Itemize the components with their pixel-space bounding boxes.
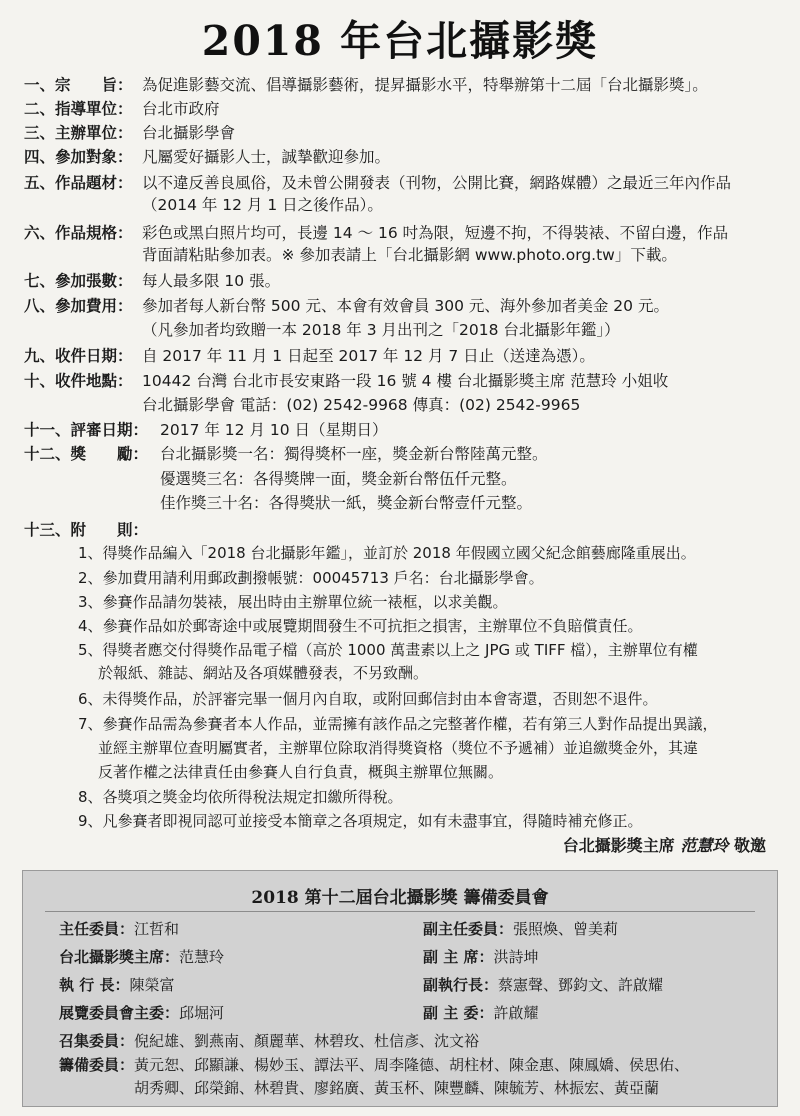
rule-text: 參賽作品需為參賽者本人作品，並需擁有該作品之完整著作權，若有第三人對作品提出異議， — [102, 715, 718, 733]
item-text: 參加者每人新台幣 500 元、本會有效會員 300 元、海外參加者美金 20 元。 — [142, 297, 669, 315]
rule-number: 5、 — [78, 641, 103, 659]
rule-number: 2、 — [78, 569, 103, 587]
item-text-cont: 優選獎三名：各得獎牌一面，獎金新台幣伍仟元整。 — [160, 470, 517, 488]
committee-members: 江哲和 — [134, 920, 180, 938]
rule-item — [78, 542, 696, 564]
signature — [563, 833, 766, 856]
item-label: 十三、附 則： — [24, 521, 149, 539]
committee-row — [423, 1002, 538, 1024]
committee-members: 黃元恕、邱顯謙、楊妙玉、譚法平、周李隆德、胡柱材、陳金惠、陳鳳嬌、侯思佑、 — [134, 1056, 690, 1074]
committee-role: 展覽委員會主委： — [59, 1004, 180, 1022]
rule-text: 得獎作品編入「2018 台北攝影年鑑」，並訂於 2018 年假國立國父紀念館藝廊隆重展出。 — [102, 544, 696, 562]
rule-text-cont: 於報紙、雜誌、網站及各項媒體發表，不另致酬。 — [98, 664, 429, 682]
item-label: 五、作品題材： — [24, 174, 133, 192]
rule-number: 7、 — [78, 715, 103, 733]
committee-members: 倪紀雄、劉燕南、顏麗華、林碧玫、杜信彥、沈文裕 — [134, 1032, 480, 1050]
committee-row — [423, 974, 663, 996]
item-label: 十、收件地點： — [24, 372, 133, 390]
item-label: 十一、評審日期： — [24, 421, 149, 439]
committee-members: 洪詩坤 — [493, 948, 539, 966]
item-text: 每人最多限 10 張。 — [142, 272, 281, 290]
committee-role: 執 行 長： — [59, 976, 130, 994]
item-text: 10442 台灣 台北市長安東路一段 16 號 4 樓 台北攝影獎主席 范慧玲 小姐收 — [142, 372, 669, 390]
item-text: 為促進影藝交流、倡導攝影藝術，提昇攝影水平，特舉辦第十二屆「台北攝影獎」。 — [142, 76, 708, 94]
rule-text-cont: 並經主辦單位查明屬實者，主辦單位除取消得獎資格（獎位不予遞補）並追繳獎金外，其違 — [98, 739, 699, 757]
committee-row — [59, 918, 179, 940]
signature-name: 范慧玲 — [680, 836, 729, 855]
rule-item — [78, 688, 658, 710]
committee-row — [59, 974, 174, 996]
committee-row — [423, 918, 618, 940]
committee-role: 副 主 委： — [423, 1004, 494, 1022]
committee-role: 副主任委員： — [423, 920, 514, 938]
rule-text: 各獎項之獎金均依所得稅法規定扣繳所得稅。 — [102, 788, 403, 806]
committee-members: 邱堀河 — [179, 1004, 225, 1022]
rule-number: 9、 — [78, 812, 103, 830]
committee-box — [22, 870, 778, 1107]
rule-item — [78, 639, 698, 661]
item-label: 六、作品規格： — [24, 224, 133, 242]
signature-suffix: 敬邀 — [733, 836, 766, 855]
divider — [45, 911, 755, 912]
item-text-cont: （2014 年 12 月 1 日之後作品）。 — [142, 196, 383, 214]
committee-title: 2018 第十二屆台北攝影獎 籌備委員會 — [251, 888, 549, 908]
rule-number: 6、 — [78, 690, 103, 708]
committee-role: 副 主 席： — [423, 948, 494, 966]
committee-row — [423, 946, 538, 968]
item-label: 七、參加張數： — [24, 272, 133, 290]
rule-item — [78, 567, 544, 589]
committee-members-cont: 胡秀卿、邱榮錦、林碧貴、廖銘廣、黃玉杯、陳豐麟、陳毓芳、林振宏、黃亞蘭 — [134, 1079, 660, 1097]
committee-row — [59, 1054, 689, 1076]
committee-role: 主任委員： — [59, 920, 135, 938]
committee-role: 召集委員： — [59, 1032, 135, 1050]
rule-text-cont: 反著作權之法律責任由參賽人自行負責，概與主辦單位無關。 — [98, 763, 504, 781]
rule-text: 得獎者應交付得獎作品電子檔（高於 1000 萬畫素以上之 JPG 或 TIFF 檔），主辦單位有權 — [102, 641, 698, 659]
item-label: 一、宗 旨： — [24, 76, 133, 94]
item-text: 台北市政府 — [142, 100, 220, 118]
rule-item — [78, 591, 508, 613]
rule-number: 1、 — [78, 544, 103, 562]
committee-row — [59, 1002, 224, 1024]
rule-text: 凡參賽者即視同認可並接受本簡章之各項規定，如有未盡事宜，得隨時補充修正。 — [102, 812, 643, 830]
signature-prefix: 台北攝影獎主席 — [562, 836, 675, 855]
committee-role: 副執行長： — [423, 976, 499, 994]
committee-members: 陳榮富 — [129, 976, 175, 994]
item-label: 三、主辦單位： — [24, 124, 133, 142]
committee-row — [59, 1030, 479, 1052]
item-text: 台北攝影獎一名：獨得獎杯一座，獎金新台幣陸萬元整。 — [160, 445, 548, 463]
rule-text: 未得獎作品，於評審完畢一個月內自取，或附回郵信封由本會寄還，否則恕不退件。 — [102, 690, 658, 708]
committee-members: 蔡憲聲、鄧鈞文、許啟耀 — [498, 976, 664, 994]
rule-item — [78, 786, 403, 808]
rule-number: 4、 — [78, 617, 103, 635]
rule-text: 參賽作品如於郵寄途中或展覽期間發生不可抗拒之損害，主辦單位不負賠償責任。 — [102, 617, 643, 635]
item-text: 2017 年 12 月 10 日（星期日） — [160, 421, 388, 439]
committee-role: 台北攝影獎主席： — [59, 948, 180, 966]
rule-item — [78, 810, 643, 832]
item-label: 十二、獎 勵： — [24, 445, 149, 463]
item-label: 二、指導單位： — [24, 100, 133, 118]
rule-number: 3、 — [78, 593, 103, 611]
rule-text: 參賽作品請勿裝裱，展出時由主辦單位統一裱框，以求美觀。 — [102, 593, 508, 611]
rule-number: 8、 — [78, 788, 103, 806]
item-text-cont: （凡參加者均致贈一本 2018 年 3 月出刊之「2018 台北攝影年鑑」） — [142, 321, 620, 339]
rule-item — [78, 615, 643, 637]
item-text: 以不違反善良風俗，及未曾公開發表（刊物，公開比賽，網路媒體）之最近三年內作品 — [142, 174, 732, 192]
item-text: 台北攝影學會 — [142, 124, 236, 142]
item-label: 四、參加對象： — [24, 148, 133, 166]
rule-item — [78, 713, 718, 735]
committee-members: 許啟耀 — [493, 1004, 539, 1022]
committee-members: 范慧玲 — [179, 948, 225, 966]
item-text-cont: 佳作獎三十名：各得獎狀一紙，獎金新台幣壹仟元整。 — [160, 494, 533, 512]
item-text: 彩色或黑白照片均可，長邊 14 ～ 16 吋為限，短邊不拘，不得裝裱、不留白邊，作品 — [142, 224, 729, 242]
committee-role: 籌備委員： — [59, 1056, 135, 1074]
rule-text: 參加費用請利用郵政劃撥帳號：00045713 戶名：台北攝影學會。 — [102, 569, 544, 587]
item-text-cont: 背面請粘貼參加表。※ 參加表請上「台北攝影網 www.photo.org.tw」下載。 — [142, 246, 677, 264]
committee-row — [59, 946, 224, 968]
item-text: 自 2017 年 11 月 1 日起至 2017 年 12 月 7 日止（送達為憑）。 — [142, 347, 595, 365]
committee-members: 張照煥、曾美莉 — [513, 920, 619, 938]
item-text-cont: 台北攝影學會 電話：(02) 2542-9968 傳真：(02) 2542-9965 — [142, 396, 581, 414]
page-title: 2018 年台北攝影獎 — [201, 17, 599, 65]
item-label: 九、收件日期： — [24, 347, 133, 365]
item-label: 八、參加費用： — [24, 297, 133, 315]
item-text: 凡屬愛好攝影人士，誠摯歡迎參加。 — [142, 148, 391, 166]
